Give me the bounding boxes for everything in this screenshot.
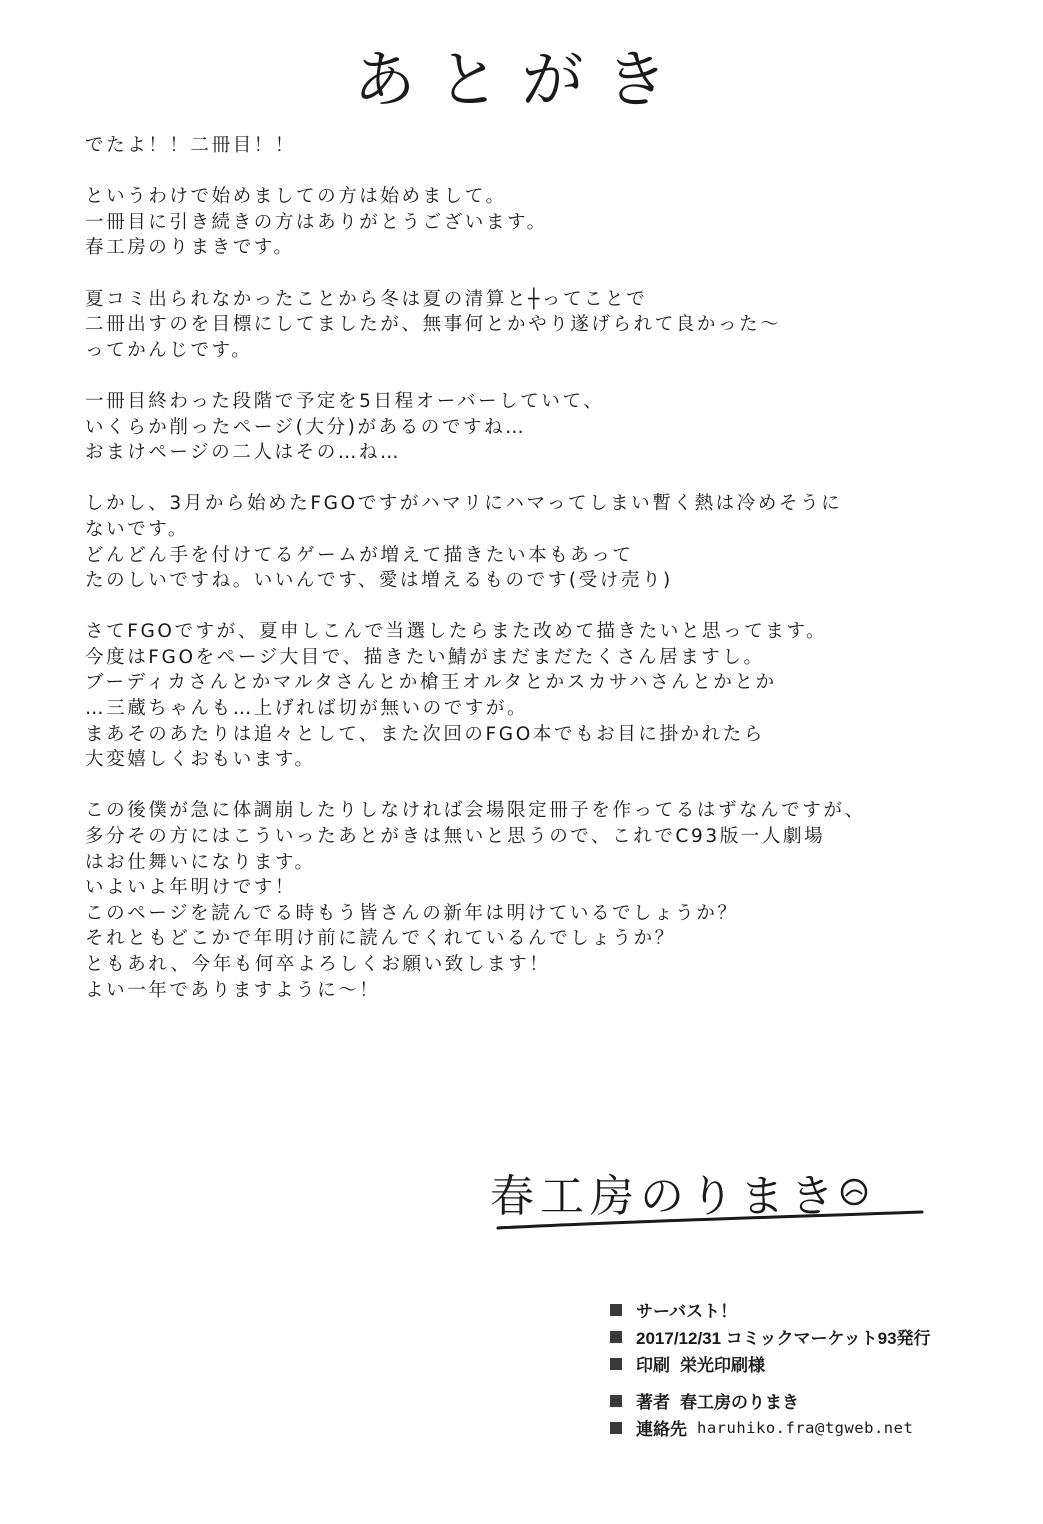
text-line: 春工房のりまきです。	[85, 237, 295, 259]
text-line: 多分その方にはこういったあとがきは無いと思うので、これでC93版一人劇場	[85, 826, 826, 848]
text-line: ブーディカさんとかマルタさんとか槍王オルタとかスカサハさんとかとか	[85, 672, 777, 694]
colophon-contact-row	[610, 1414, 1020, 1441]
colophon-title-row	[610, 1296, 1020, 1323]
contact-label: 連絡先	[636, 1420, 687, 1439]
square-bullet-icon	[610, 1422, 622, 1434]
paragraph-7	[85, 798, 985, 1003]
text-line: 一冊目終わった段階で予定を5日程オーバーしていて、	[85, 390, 605, 412]
text-line: まあそのあたりは追々として、また次回のFGO本でもお目に掛かれたら	[85, 723, 765, 745]
text-line: 一冊目に引き続きの方はありがとうございます。	[85, 211, 548, 233]
text-line: おまけページの二人はその…ね…	[85, 442, 402, 464]
paragraph-4	[85, 389, 985, 466]
afterword-body	[85, 133, 985, 1029]
signature-text: 春工房のりまき	[490, 1171, 840, 1222]
contact-email: haruhiko.fra@tgweb.net	[697, 1418, 914, 1437]
colophon	[610, 1296, 1020, 1441]
paragraph-2	[85, 184, 985, 261]
text-line: この後僕が急に体調崩したりしなければ会場限定冊子を作ってるはずなんですが、	[85, 800, 866, 822]
square-bullet-icon	[610, 1331, 622, 1343]
colophon-printer-row	[610, 1350, 1020, 1377]
text-line: 今度はFGOをページ大目で、描きたい鯖がまだまだたくさん居ますし。	[85, 646, 765, 668]
text-line: ないです。	[85, 518, 190, 540]
text-line: でたよ！！二冊目！！	[85, 135, 297, 156]
text-line: たのしいですね。いいんです、愛は増えるものです(受け売り)	[85, 570, 673, 592]
author-signature	[490, 1160, 930, 1240]
author-value: 春工房のりまき	[680, 1393, 799, 1412]
paragraph-3	[85, 287, 985, 364]
text-line: よい一年でありますように～！	[85, 979, 381, 1001]
text-line: いよいよ年明けです！	[85, 877, 297, 899]
text-line: 夏コミ出られなかったことから冬は夏の清算と┼ってことで	[85, 288, 648, 310]
release-info: 2017/12/31 コミックマーケット93発行	[636, 1329, 931, 1348]
text-line: さてFGOですが、夏申しこんで当選したらまた改めて描きたいと思ってます。	[85, 621, 828, 643]
colophon-release-row	[610, 1323, 1020, 1350]
paragraph-6	[85, 619, 985, 773]
text-line: 二冊出すのを目標にしてましたが、無事何とかやり遂げられて良かった～	[85, 314, 782, 336]
paragraph-1	[85, 133, 985, 159]
paragraph-5	[85, 491, 985, 593]
text-line: しかし、3月から始めたFGOですがハマリにハマってしまい暫く熱は冷めそうに	[85, 493, 843, 515]
signature-flourish	[490, 1160, 930, 1240]
square-bullet-icon	[610, 1395, 622, 1407]
text-line: どんどん手を付けてるゲームが増えて描きたい本もあって	[85, 544, 634, 566]
printer-value: 栄光印刷様	[680, 1356, 765, 1375]
page-title: あとがき	[353, 43, 690, 116]
square-bullet-icon	[610, 1358, 622, 1370]
colophon-author-row	[610, 1387, 1020, 1414]
text-line: このページを読んでる時もう皆さんの新年は明けているでしょうか？	[85, 902, 739, 924]
text-line: それともどこかで年明け前に読んでくれているんでしょうか？	[85, 928, 676, 950]
square-bullet-icon	[610, 1304, 622, 1316]
text-line: というわけで始めましての方は始めまして。	[85, 186, 507, 208]
text-line: 大変嬉しくおもいます。	[85, 749, 316, 771]
text-line: ともあれ、今年も何卒よろしくお願い致します！	[85, 954, 551, 975]
text-line: はお仕舞いになります。	[85, 851, 316, 873]
text-line: ってかんじです。	[85, 339, 253, 361]
printer-label: 印刷	[636, 1356, 670, 1375]
text-line: いくらか削ったページ(大分)があるのですね…	[85, 416, 527, 438]
signature-underline	[498, 1212, 922, 1228]
book-title: サーバスト！	[636, 1302, 738, 1321]
text-line: …三蔵ちゃんも…上げれば切が無いのですが。	[85, 698, 529, 720]
author-label: 著者	[636, 1393, 670, 1412]
signature-circle-stroke	[846, 1190, 862, 1196]
signature-circle-mark	[842, 1180, 866, 1204]
